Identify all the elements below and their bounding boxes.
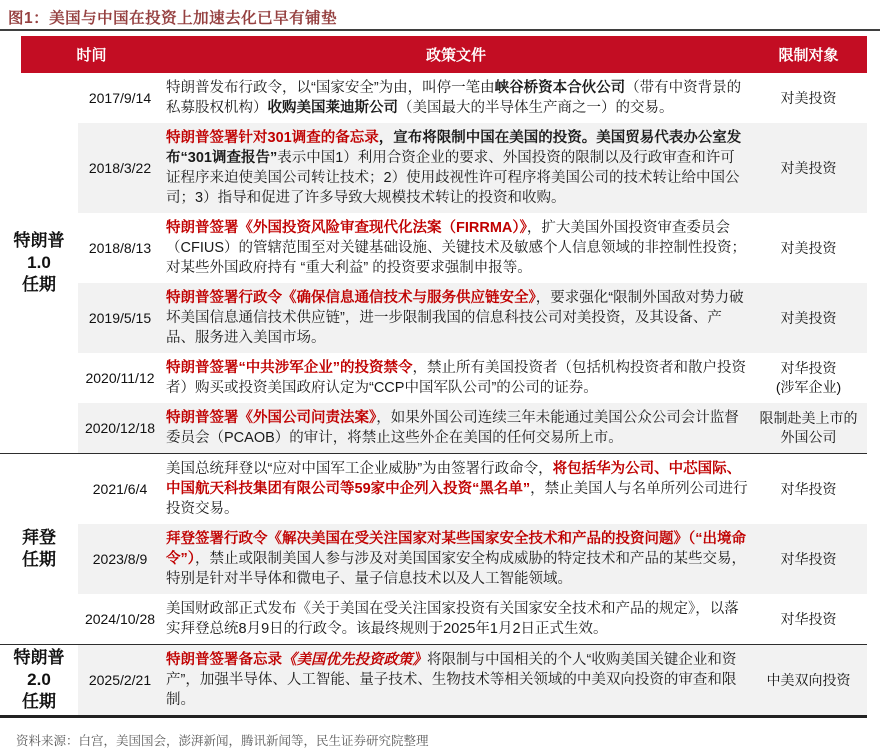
date-cell: 2021/6/4 (92, 481, 148, 497)
table-row (78, 73, 867, 123)
policy-segment: ，要求强化“限制外国敌对势力破坏美国信息通信技术供应链”，进一步限制我国的信息科技公司对美投资，及其设备、产品、服务进入美国市场。 (166, 290, 744, 346)
target-cell (750, 594, 867, 644)
date-cell: 2025/2/21 (88, 672, 152, 688)
target-cell (750, 353, 867, 403)
target-cell (750, 283, 867, 353)
target-line: 中美双向投资 (766, 671, 851, 688)
era-label-line: 特朗普 (13, 231, 65, 250)
policy-text (166, 529, 748, 589)
policy-segment: ，如果外国公司连续三年未能通过美国公众公司会计监督委员会（PCAOB）的审计，将禁止这些外企在美国的任何交易所上市。 (166, 410, 739, 446)
table-row (78, 594, 867, 644)
target-line: 对美投资 (780, 309, 837, 326)
table-row (78, 213, 867, 283)
policy-text (166, 288, 748, 348)
target-line: 对华投资 (780, 550, 837, 567)
era-label-line: 1.0 (27, 253, 51, 272)
era-label (0, 73, 78, 453)
target-line: 对华投资 (780, 480, 837, 497)
era-section (0, 644, 867, 715)
policy-segment: 《美国优先投资政策》 (282, 652, 427, 668)
policy-segment: 拜登签署行政令《解决美国在受关注国家对某些国家安全技术和产品的投资问题》（“出境命令”） (166, 531, 746, 567)
target-cell (750, 403, 867, 453)
policy-text (166, 599, 748, 639)
policy-segment: 特朗普签署备忘录 (166, 652, 282, 668)
target-cell (750, 454, 867, 524)
policy-text (166, 459, 748, 519)
date-cell: 2019/5/15 (88, 310, 152, 326)
policy-segment: 特朗普发布行政令，以“国家安全”为由，叫停一笔由 (166, 80, 495, 96)
policy-cell (162, 213, 750, 283)
table-row (78, 403, 867, 453)
date-cell: 2017/9/14 (88, 90, 152, 106)
target-line: (涉军企业) (775, 379, 842, 395)
policy-text (166, 78, 748, 118)
policy-cell (162, 403, 750, 453)
era-label (0, 645, 78, 715)
section-rows (78, 645, 867, 715)
policy-cell (162, 645, 750, 715)
policy-segment: 特朗普签署针对301调查的备忘录 (166, 130, 379, 146)
era-section (0, 73, 867, 453)
policy-segment: 收购美国莱迪斯公司 (267, 100, 398, 116)
policy-segment: ，禁止所有美国投资者（包括机构投资者和散户投资者）购买或投资美国政府认定为“CCP中国军队公司”的公司的证券。 (166, 360, 746, 396)
target-line: 对美投资 (780, 239, 837, 256)
policy-cell (162, 353, 750, 403)
policy-segment: 美国财政部正式发布《关于美国在受关注国家投资有关国家安全技术和产品的规定》，以落实拜登总统8月9日的行政令。该最终规则于2025年1月2日正式生效。 (166, 601, 739, 637)
target-line: 对美投资 (780, 89, 837, 106)
policy-cell (162, 594, 750, 644)
date-cell: 2024/10/28 (84, 611, 156, 627)
policy-segment: 特朗普签署《外国公司问责法案》 (166, 410, 377, 426)
target-line: 限制赴美上市的 (759, 410, 858, 426)
policy-segment: ，宣布将限制中国在美国的投资。美国贸易代表办公室发布“301调查报告” (166, 130, 742, 166)
policy-segment: （美国最大的半导体生产商之一）的交易。 (398, 100, 674, 116)
target-line: 外国公司 (780, 429, 837, 445)
target-cell (750, 123, 867, 213)
policy-text (166, 128, 748, 208)
policy-segment: 特朗普签署“中共涉军企业”的投资禁令 (166, 360, 413, 376)
policy-text (166, 650, 748, 710)
policy-segment: ，禁止美国人与名单所列公司进行投资交易。 (166, 481, 748, 517)
era-label-line: 拜登 (22, 528, 56, 547)
target-line: 对华投资 (780, 360, 837, 376)
table-header-row (21, 36, 867, 73)
table-row (78, 524, 867, 594)
policy-segment: （带有中资背景的私募股权机构） (166, 80, 742, 116)
target-cell (750, 73, 867, 123)
table-row (78, 645, 867, 715)
figure-title: 图1：美国与中国在投资上加速去化已早有铺垫 (8, 10, 338, 27)
era-label-line: 任期 (22, 692, 56, 711)
policy-text (166, 408, 748, 448)
date-cell: 2020/12/18 (84, 420, 156, 436)
date-cell: 2018/3/22 (88, 160, 152, 176)
table-row (78, 454, 867, 524)
policy-segment: ，扩大美国外国投资审查委员会（CFIUS）的管辖范围至对关键基础设施、关键技术及敏感个人信息领域的非控制性投资；对某些外国政府持有 “重大利益” 的投资要求强制申报等。 (166, 220, 746, 276)
policy-segment: 特朗普签署行政令《确保信息通信技术与服务供应链安全》 (166, 290, 536, 306)
date-cell: 2020/11/12 (85, 370, 155, 386)
era-label-line: 任期 (22, 275, 56, 294)
policy-segment: 美国总统拜登以“应对中国军工企业威胁”为由签署行政命令， (166, 461, 553, 477)
target-line: 对美投资 (780, 159, 837, 176)
table-row (78, 353, 867, 403)
policy-segment: 特朗普签署《外国投资风险审查现代化法案（FIRRMA）》 (166, 220, 527, 236)
policy-cell (162, 524, 750, 594)
target-line: 对华投资 (780, 610, 837, 627)
date-cell: 2018/8/13 (88, 240, 152, 256)
column-header-policy: 政策文件 (425, 47, 486, 64)
policy-cell (162, 73, 750, 123)
section-rows (78, 73, 867, 453)
date-cell: 2023/8/9 (92, 551, 148, 567)
policy-cell (162, 283, 750, 353)
policy-cell (162, 454, 750, 524)
policy-text (166, 358, 748, 398)
era-label (0, 454, 78, 644)
target-cell (750, 524, 867, 594)
target-cell (750, 213, 867, 283)
policy-table (0, 36, 867, 718)
policy-table-body (0, 73, 867, 718)
section-rows (78, 454, 867, 644)
policy-segment: 将限制与中国相关的个人“收购美国关键企业和资产”，加强半导体、人工智能、量子技术、生物技术等相关领域的中美双向投资的审查和限制。 (166, 652, 737, 708)
era-section (0, 453, 867, 644)
column-header-time: 时间 (76, 47, 107, 64)
policy-text (166, 218, 748, 278)
era-label-line: 2.0 (27, 670, 51, 689)
policy-segment: 峡谷桥资本合伙公司 (494, 80, 626, 96)
title-underline (0, 29, 880, 31)
source-note: 资料来源：白宫，美国国会，澎湃新闻，腾讯新闻等，民生证券研究院整理 (16, 734, 429, 748)
table-row (78, 123, 867, 213)
policy-cell (162, 123, 750, 213)
era-label-line: 任期 (22, 550, 56, 569)
target-cell (750, 645, 867, 715)
table-row (78, 283, 867, 353)
policy-segment: 将包括华为公司、中芯国际、中国航天科技集团有限公司等59家中企列入投资“黑名单” (166, 461, 742, 497)
era-label-line: 特朗普 (13, 648, 65, 667)
column-header-target: 限制对象 (778, 47, 839, 64)
policy-segment: ，禁止或限制美国人参与涉及对美国国家安全构成威胁的特定技术和产品的某些交易，特别是针对半导体和微电子、量子信息技术以及人工智能领域。 (166, 551, 746, 587)
policy-segment: 表示中国1）利用合资企业的要求、外国投资的限制以及行政审查和许可证程序来迫使美国公司转让技术；2）使用歧视性许可程序将美国公司的技术转让给中国公司；3）指导和促进了许多导致大规模技术转让的投资和收购。 (166, 150, 740, 206)
